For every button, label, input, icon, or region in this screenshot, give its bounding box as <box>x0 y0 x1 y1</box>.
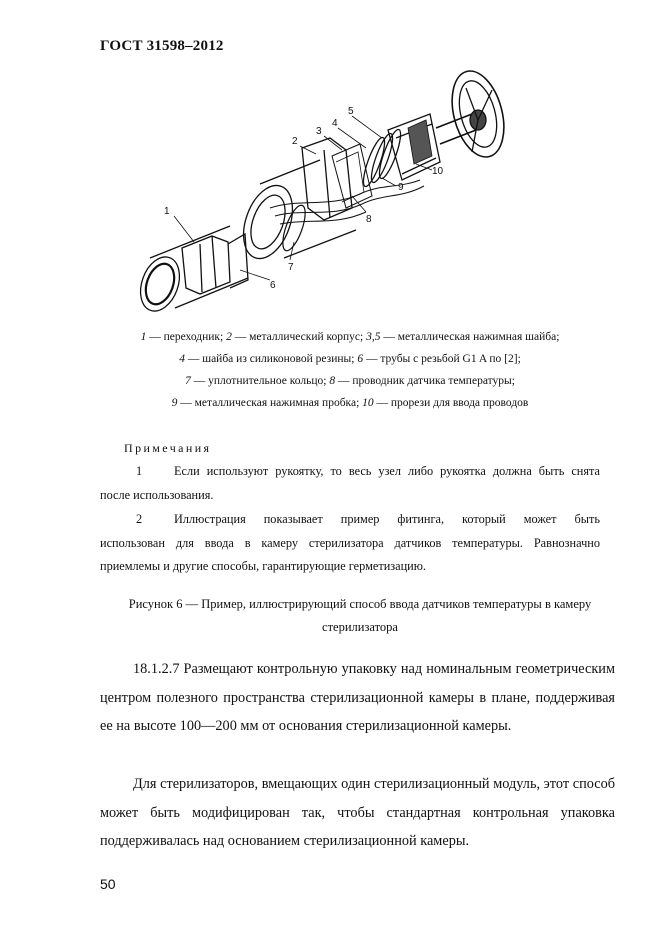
legend-line-2: 4 — шайба из силиконовой резины; 6 — трубы с резьбой G1 A по [2]; <box>179 353 521 365</box>
callout-4: 4 <box>332 118 338 129</box>
fitting-illustration <box>120 58 540 318</box>
figure-caption-line-1: Рисунок 6 — Пример, иллюстрирующий способ ввода датчиков температуры в камеру <box>128 597 592 611</box>
figure-caption-line-2: стерилизатора <box>322 620 398 634</box>
note-1 <box>100 460 600 507</box>
paragraph-18-1-2-7: 18.1.2.7 Размещают контрольную упаковку над номинальным геометрическим центром полезного пространства стерилизационной камеры в плане, поддерживая ее на высоте 100—200 мм от основания стерилизационной камеры. <box>100 661 615 734</box>
page-number: 50 <box>100 876 116 892</box>
callout-10: 10 <box>432 166 444 177</box>
callout-1: 1 <box>164 206 170 217</box>
document-header: ГОСТ 31598–2012 <box>100 38 224 54</box>
callout-2: 2 <box>292 136 298 147</box>
callout-3: 3 <box>316 126 322 137</box>
legend-line-3: 7 — уплотнительное кольцо; 8 — проводник датчика температуры; <box>185 375 515 387</box>
paragraph-modification: Для стерилизаторов, вмещающих один стерилизационный модуль, этот способ может быть модифицирован так, чтобы стандартная контрольная упаковка поддерживалась над основанием стерилизационной камеры. <box>100 776 615 849</box>
callout-9: 9 <box>398 182 404 193</box>
legend-line-4: 9 — металлическая нажимная пробка; 10 — прорези для ввода проводов <box>171 397 529 409</box>
legend-line-1: 1 — переходник; 2 — металлический корпус; 3,5 — металлическая нажимная шайба; <box>140 331 560 343</box>
note-2-first-line: Иллюстрация показывает пример фитинга, который может быть <box>174 512 600 526</box>
note-2-number: 2 <box>136 512 143 526</box>
note-1-rest: после использования. <box>100 487 214 502</box>
note-2-rest: использован для ввода в камеру стерилизатора датчиков температуры. Равнозначно приемлемы и другие способы, гарантирующие герметизацию. <box>100 535 600 573</box>
note-1-number: 1 <box>136 464 143 478</box>
notes-title: Примечания <box>124 441 212 455</box>
callout-5: 5 <box>348 106 354 117</box>
callout-8: 8 <box>366 214 372 225</box>
callout-7: 7 <box>288 262 294 273</box>
note-1-first-line: Если используют рукоятку, то весь узел либо рукоятка должна быть снята <box>174 464 600 478</box>
callout-6: 6 <box>270 280 276 291</box>
figure-caption <box>100 593 620 639</box>
note-2 <box>100 508 600 579</box>
